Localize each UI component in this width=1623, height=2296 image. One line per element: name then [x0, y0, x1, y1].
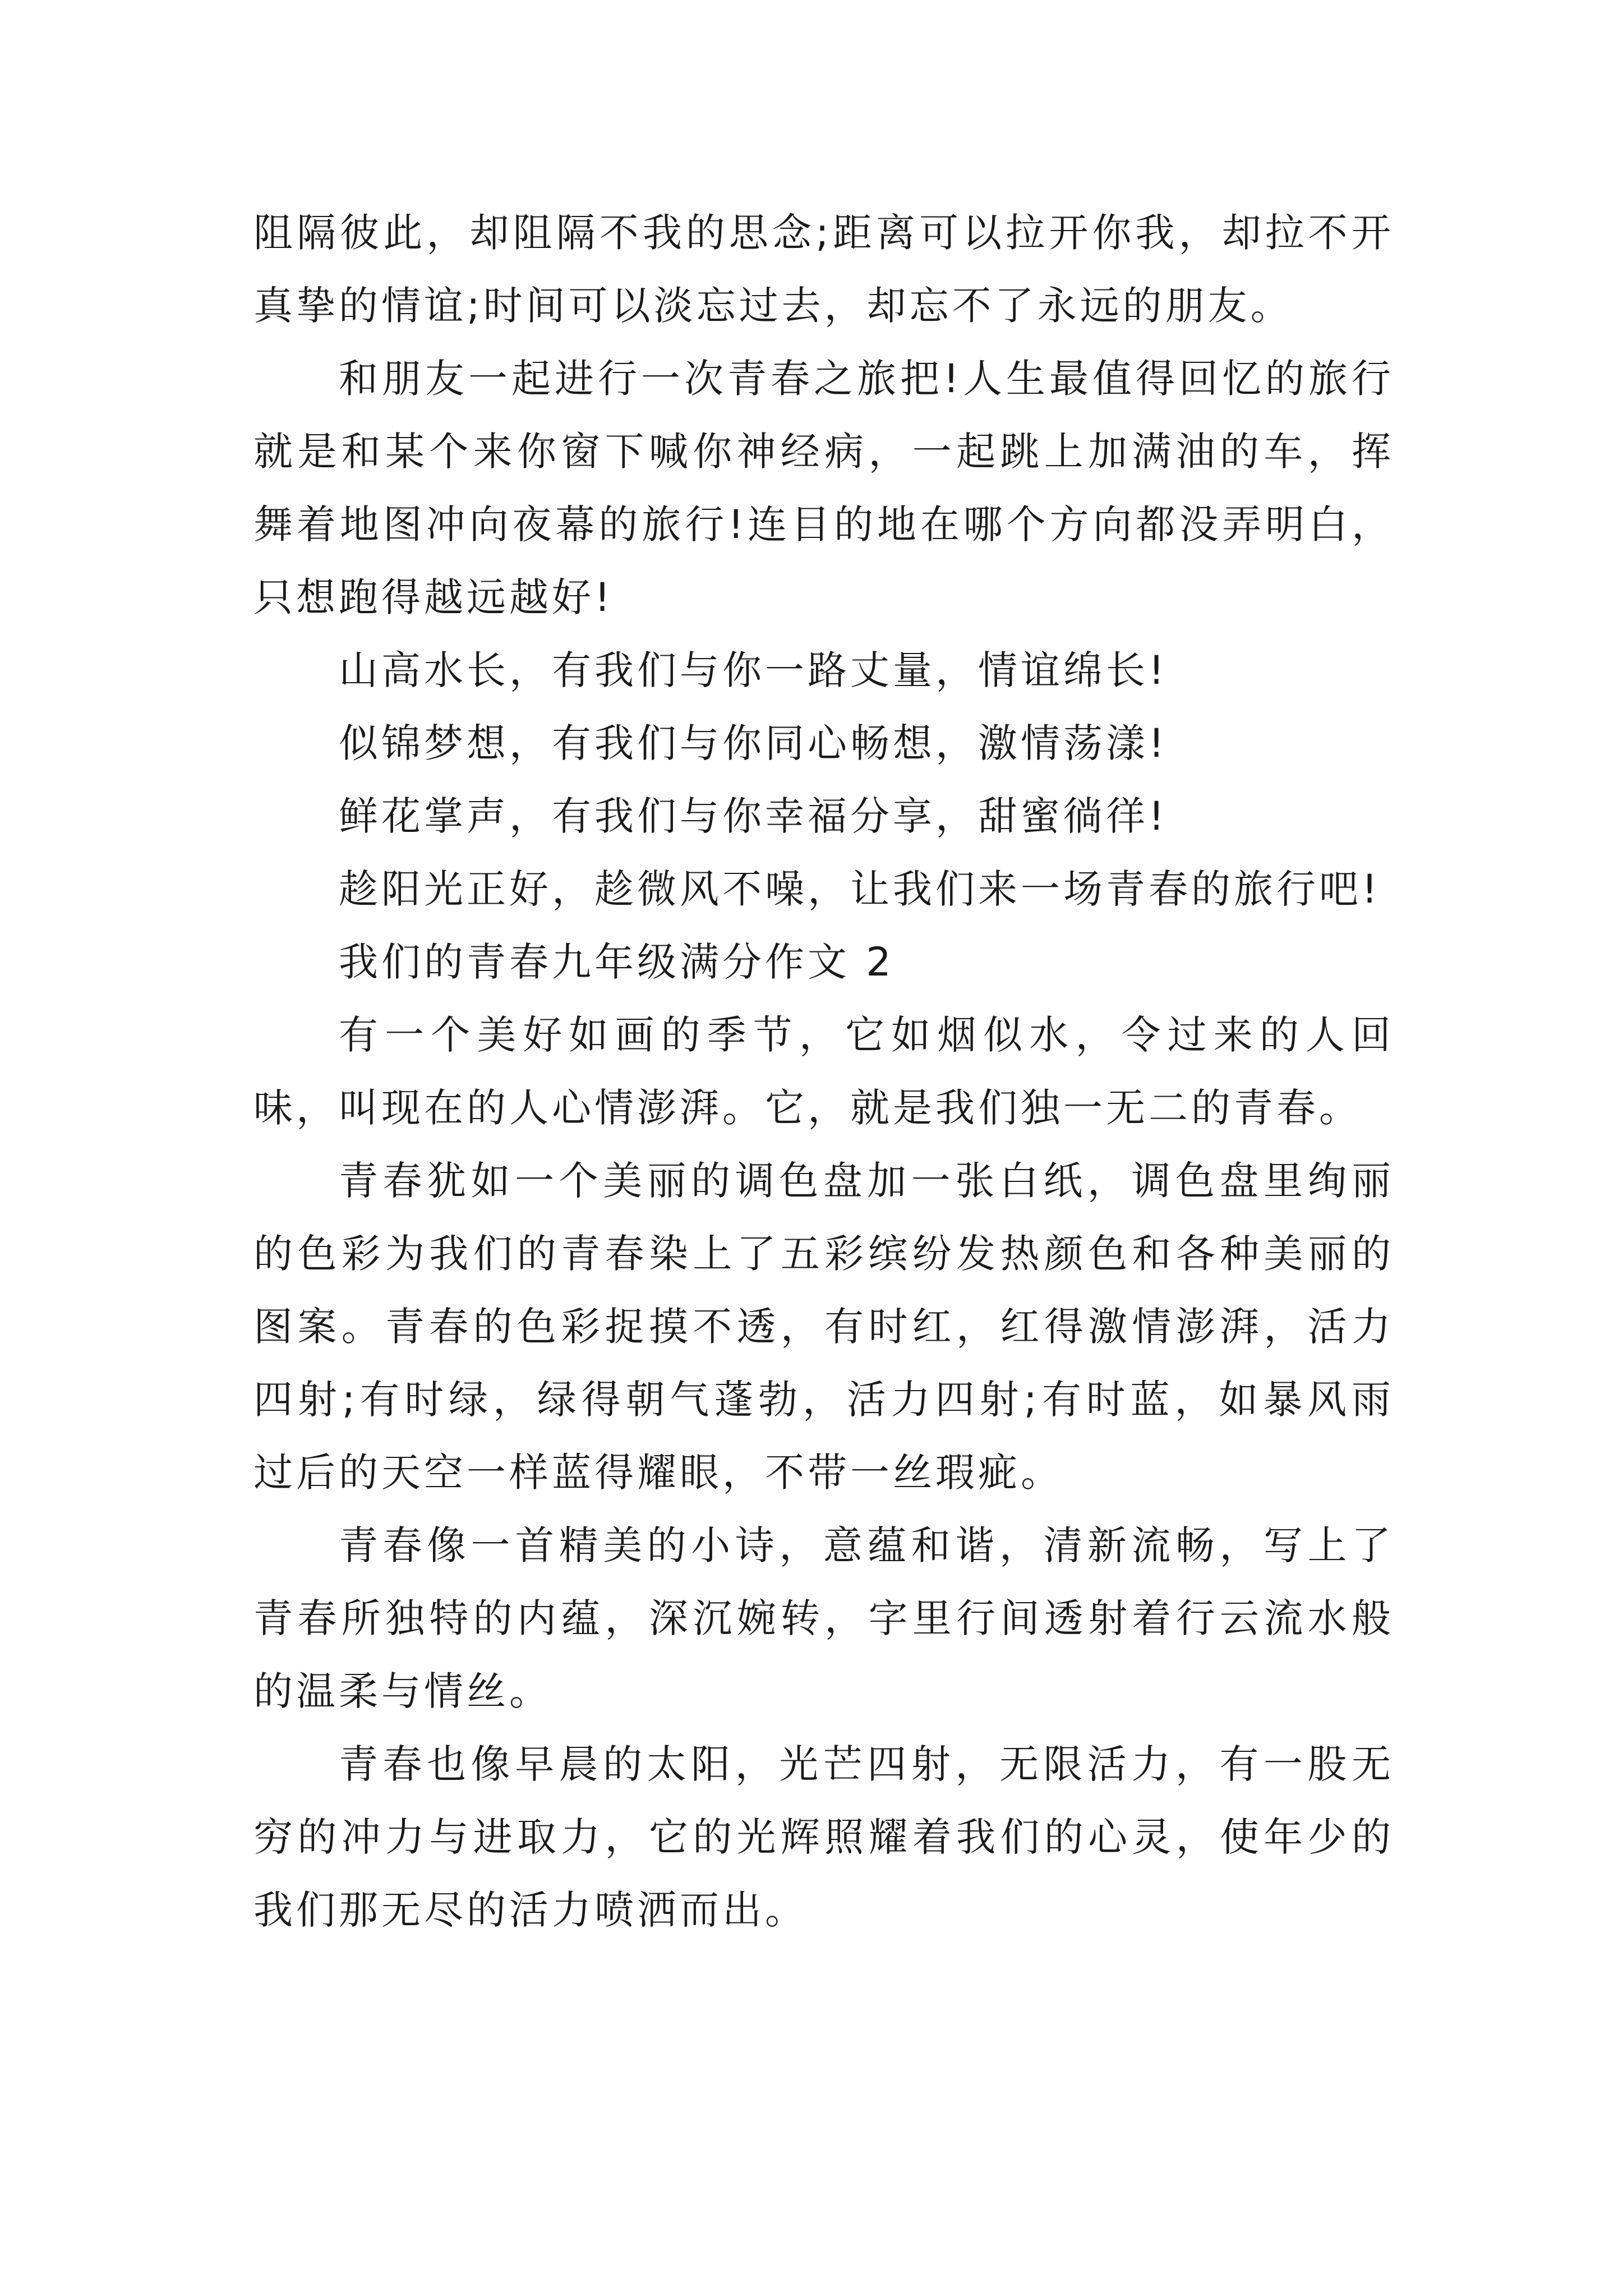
paragraph: 趁阳光正好，趁微风不噪，让我们来一场青春的旅行吧!: [339, 866, 1381, 912]
paragraph: 青春也像早晨的太阳，光芒四射，无限活力，有一股无穷的冲力与进取力，它的光辉照耀着我们的心灵，使年少的我们那无尽的活力喷洒而出。: [253, 1741, 1394, 1933]
paragraph: 青春像一首精美的小诗，意蕴和谐，清新流畅，写上了青春所独特的内蕴，深沉婉转，字里行间透射着行云流水般的温柔与情丝。: [253, 1522, 1394, 1714]
document-body: [253, 196, 1394, 1947]
paragraph: 有一个美好如画的季节，它如烟似水，令过来的人回味，叫现在的人心情澎湃。它，就是我们独一无二的青春。: [253, 1012, 1394, 1131]
paragraph: 青春犹如一个美丽的调色盘加一张白纸，调色盘里绚丽的色彩为我们的青春染上了五彩缤纷发热颜色和各种美丽的图案。青春的色彩捉摸不透，有时红，红得激情澎湃，活力四射;有时绿，绿得朝气蓬勃，活力四射;有时蓝，如暴风雨过后的天空一样蓝得耀眼，不带一丝瑕疵。: [253, 1158, 1394, 1496]
paragraph: 和朋友一起进行一次青春之旅把!人生最值得回忆的旅行就是和某个来你窗下喊你神经病，一起跳上加满油的车，挥舞着地图冲向夜幕的旅行!连目的地在哪个方向都没弄明白，只想跑得越远越好!: [253, 356, 1394, 620]
paragraph: 鲜花掌声，有我们与你幸福分享，甜蜜徜徉!: [339, 793, 1168, 839]
paragraph-continuation: 阻隔彼此，却阻隔不我的思念;距离可以拉开你我，却拉不开真挚的情谊;时间可以淡忘过去，却忘不了永远的朋友。: [253, 210, 1394, 329]
paragraph: 山高水长，有我们与你一路丈量，情谊绵长!: [339, 647, 1168, 693]
paragraph: 似锦梦想，有我们与你同心畅想，激情荡漾!: [339, 720, 1168, 766]
section-heading: 我们的青春九年级满分作文 2: [339, 939, 895, 985]
